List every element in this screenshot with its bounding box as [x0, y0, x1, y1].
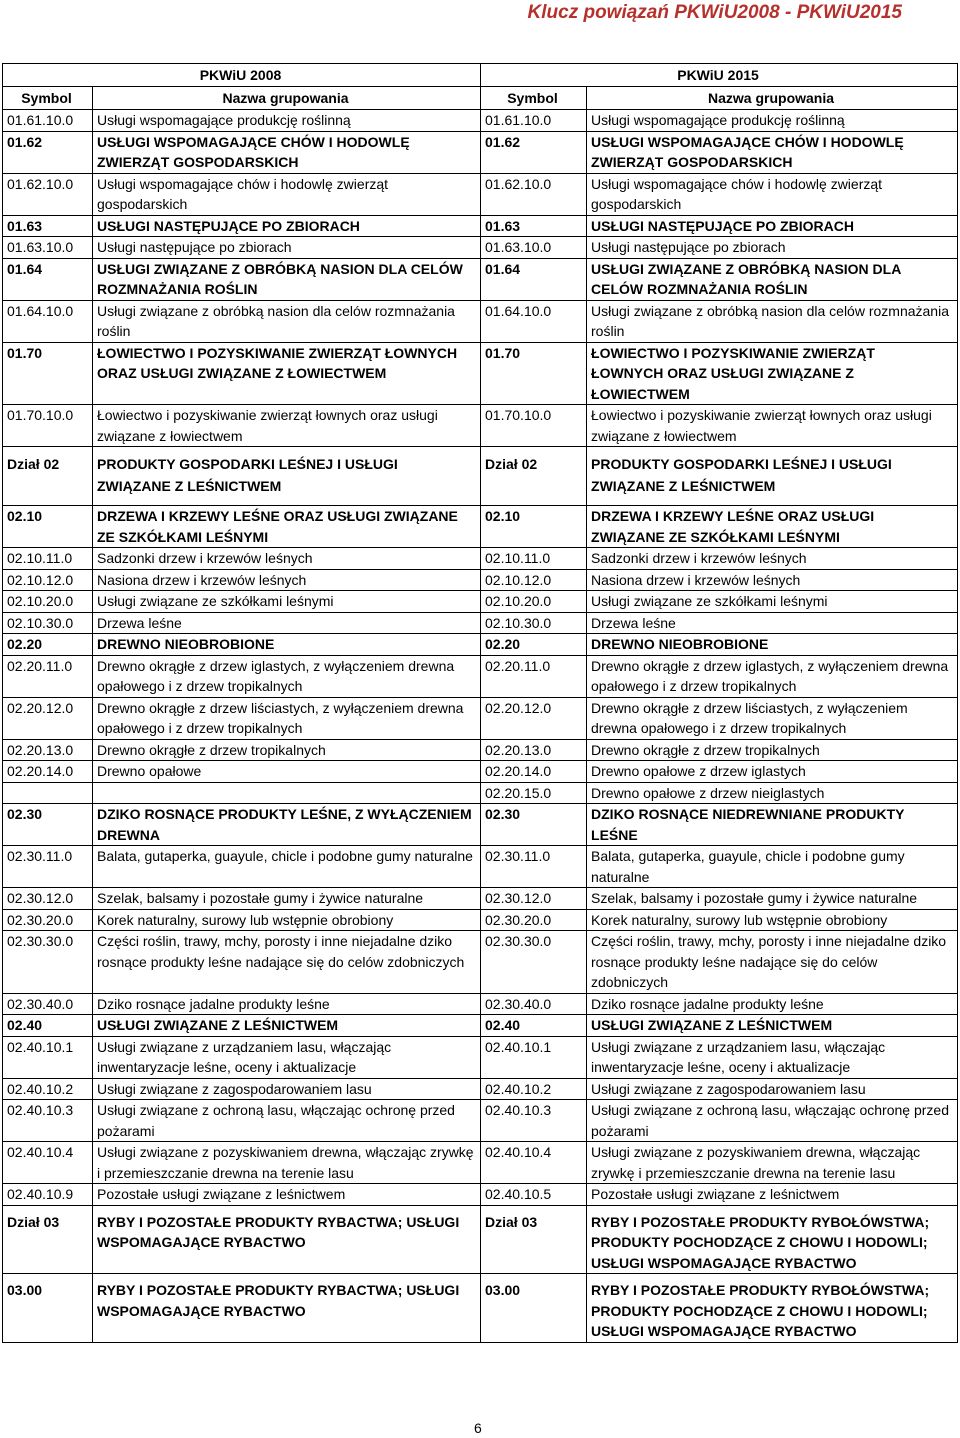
- name-2015-cell: Pozostałe usługi związane z leśnictwem: [587, 1184, 958, 1206]
- name-2015-cell: Nasiona drzew i krzewów leśnych: [587, 569, 958, 591]
- table-group-header-row: [3, 64, 958, 87]
- symbol-2015-cell: 02.30.20.0: [481, 909, 587, 931]
- table-row: [3, 1036, 958, 1078]
- table-row: [3, 761, 958, 783]
- symbol-2008-cell: 02.30.12.0: [3, 888, 93, 910]
- symbol-2008-cell: 02.20.14.0: [3, 761, 93, 783]
- name-2008-cell: Drzewa leśne: [93, 612, 481, 634]
- name-2008-cell: Usługi wspomagające produkcję roślinną: [93, 110, 481, 132]
- symbol-2008-cell: 02.40: [3, 1015, 93, 1037]
- symbol-2008-cell: 02.40.10.1: [3, 1036, 93, 1078]
- name-2008-cell: Drewno opałowe: [93, 761, 481, 783]
- name-2008-cell: USŁUGI WSPOMAGAJĄCE CHÓW I HODOWLĘ ZWIERZĄT GOSPODARSKICH: [93, 131, 481, 173]
- name-2015-cell: Drzewa leśne: [587, 612, 958, 634]
- name-2015-cell: RYBY I POZOSTAŁE PRODUKTY RYBOŁÓWSTWA; PRODUKTY POCHODZĄCE Z CHOWU I HODOWLI; USŁUGI WSPOMAGAJĄCE RYBACTWO: [587, 1205, 958, 1274]
- table-row: [3, 931, 958, 994]
- table-row: [3, 1205, 958, 1274]
- symbol-2015-cell: 02.30.11.0: [481, 846, 587, 888]
- table-row: [3, 258, 958, 300]
- table-row: [3, 888, 958, 910]
- symbol-2015-cell: 02.20.13.0: [481, 739, 587, 761]
- name-2015-cell: USŁUGI WSPOMAGAJĄCE CHÓW I HODOWLĘ ZWIERZĄT GOSPODARSKICH: [587, 131, 958, 173]
- name-2008-cell: Sadzonki drzew i krzewów leśnych: [93, 548, 481, 570]
- name-2015-cell: Szelak, balsamy i pozostałe gumy i żywice naturalne: [587, 888, 958, 910]
- symbol-2008-cell: 01.63: [3, 215, 93, 237]
- table-row: [3, 548, 958, 570]
- name-2008-cell: Szelak, balsamy i pozostałe gumy i żywice naturalne: [93, 888, 481, 910]
- table-row: [3, 739, 958, 761]
- symbol-2015-cell: 01.64.10.0: [481, 300, 587, 342]
- name-2015-cell: DZIKO ROSNĄCE NIEDREWNIANE PRODUKTY LEŚNE: [587, 804, 958, 846]
- name-2015-cell: ŁOWIECTWO I POZYSKIWANIE ZWIERZĄT ŁOWNYCH ORAZ USŁUGI ZWIĄZANE Z ŁOWIECTWEM: [587, 342, 958, 405]
- symbol-2008-cell: 01.63.10.0: [3, 237, 93, 259]
- symbol-2008-cell: 01.70: [3, 342, 93, 405]
- name-2008-cell: USŁUGI ZWIĄZANE Z LEŚNICTWEM: [93, 1015, 481, 1037]
- symbol-2008-cell: 03.00: [3, 1274, 93, 1343]
- symbol-2008-cell: [3, 782, 93, 804]
- name-2015-cell: Drewno opałowe z drzew iglastych: [587, 761, 958, 783]
- symbol-2015-cell: 02.20.12.0: [481, 697, 587, 739]
- column-header-name-2008: Nazwa grupowania: [93, 87, 481, 110]
- name-2008-cell: Drewno okrągłe z drzew tropikalnych: [93, 739, 481, 761]
- symbol-2008-cell: 02.20.12.0: [3, 697, 93, 739]
- name-2015-cell: Usługi wspomagające chów i hodowlę zwierząt gospodarskich: [587, 173, 958, 215]
- table-body: [3, 110, 958, 1343]
- name-2015-cell: Korek naturalny, surowy lub wstępnie obrobiony: [587, 909, 958, 931]
- table-row: [3, 110, 958, 132]
- name-2008-cell: DZIKO ROSNĄCE PRODUKTY LEŚNE, Z WYŁĄCZENIEM DREWNA: [93, 804, 481, 846]
- name-2015-cell: USŁUGI NASTĘPUJĄCE PO ZBIORACH: [587, 215, 958, 237]
- name-2015-cell: Drewno okrągłe z drzew liściastych, z wyłączeniem drewna opałowego i z drzew tropikalnych: [587, 697, 958, 739]
- table-row: [3, 131, 958, 173]
- group-header-pkwiu2015: PKWiU 2015: [481, 64, 958, 87]
- symbol-2015-cell: Dział 02: [481, 447, 587, 506]
- table-row: [3, 655, 958, 697]
- symbol-2015-cell: 01.70: [481, 342, 587, 405]
- page-number: 6: [474, 1420, 482, 1436]
- symbol-2015-cell: 02.30.12.0: [481, 888, 587, 910]
- symbol-2015-cell: 02.20.11.0: [481, 655, 587, 697]
- table-row: [3, 506, 958, 548]
- symbol-2008-cell: 02.40.10.9: [3, 1184, 93, 1206]
- name-2008-cell: Usługi związane z ochroną lasu, włączając ochronę przed pożarami: [93, 1100, 481, 1142]
- symbol-2015-cell: 02.30: [481, 804, 587, 846]
- name-2015-cell: DRZEWA I KRZEWY LEŚNE ORAZ USŁUGI ZWIĄZANE ZE SZKÓŁKAMI LEŚNYMI: [587, 506, 958, 548]
- symbol-2015-cell: 01.62.10.0: [481, 173, 587, 215]
- symbol-2015-cell: 02.40.10.3: [481, 1100, 587, 1142]
- name-2008-cell: Usługi związane z urządzaniem lasu, włączając inwentaryzacje leśne, oceny i aktualizacje: [93, 1036, 481, 1078]
- name-2008-cell: Dziko rosnące jadalne produkty leśne: [93, 993, 481, 1015]
- name-2008-cell: DREWNO NIEOBROBIONE: [93, 634, 481, 656]
- name-2015-cell: Usługi związane z zagospodarowaniem lasu: [587, 1078, 958, 1100]
- symbol-2008-cell: Dział 03: [3, 1205, 93, 1274]
- table-row: [3, 1100, 958, 1142]
- name-2008-cell: Łowiectwo i pozyskiwanie zwierząt łownych oraz usługi związane z łowiectwem: [93, 405, 481, 447]
- table-row: [3, 782, 958, 804]
- symbol-2008-cell: 02.30.20.0: [3, 909, 93, 931]
- symbol-2015-cell: 02.30.30.0: [481, 931, 587, 994]
- symbol-2008-cell: 02.10.20.0: [3, 591, 93, 613]
- symbol-2008-cell: 01.70.10.0: [3, 405, 93, 447]
- column-header-symbol-2015: Symbol: [481, 87, 587, 110]
- symbol-2015-cell: 02.40: [481, 1015, 587, 1037]
- symbol-2015-cell: 02.40.10.2: [481, 1078, 587, 1100]
- table-row: [3, 237, 958, 259]
- symbol-2015-cell: Dział 03: [481, 1205, 587, 1274]
- symbol-2015-cell: 02.20.14.0: [481, 761, 587, 783]
- name-2008-cell: RYBY I POZOSTAŁE PRODUKTY RYBACTWA; USŁUGI WSPOMAGAJĄCE RYBACTWO: [93, 1205, 481, 1274]
- table-row: [3, 300, 958, 342]
- symbol-2015-cell: 02.40.10.1: [481, 1036, 587, 1078]
- symbol-2008-cell: 02.10.11.0: [3, 548, 93, 570]
- name-2008-cell: Usługi związane z zagospodarowaniem lasu: [93, 1078, 481, 1100]
- table-row: [3, 1078, 958, 1100]
- symbol-2008-cell: 01.64: [3, 258, 93, 300]
- symbol-2008-cell: 02.30.40.0: [3, 993, 93, 1015]
- symbol-2008-cell: 02.40.10.3: [3, 1100, 93, 1142]
- symbol-2015-cell: 02.30.40.0: [481, 993, 587, 1015]
- table-row: [3, 591, 958, 613]
- name-2015-cell: Usługi następujące po zbiorach: [587, 237, 958, 259]
- symbol-2015-cell: 02.40.10.5: [481, 1184, 587, 1206]
- table-row: [3, 569, 958, 591]
- symbol-2015-cell: 01.61.10.0: [481, 110, 587, 132]
- name-2008-cell: PRODUKTY GOSPODARKI LEŚNEJ I USŁUGI ZWIĄZANE Z LEŚNICTWEM: [93, 447, 481, 506]
- name-2015-cell: Drewno opałowe z drzew nieiglastych: [587, 782, 958, 804]
- name-2008-cell: Drewno okrągłe z drzew liściastych, z wyłączeniem drewna opałowego i z drzew tropikalnych: [93, 697, 481, 739]
- name-2015-cell: Części roślin, trawy, mchy, porosty i inne niejadalne dziko rosnące produkty leśne nadające się do celów zdobniczych: [587, 931, 958, 994]
- symbol-2008-cell: 01.64.10.0: [3, 300, 93, 342]
- table-row: [3, 215, 958, 237]
- symbol-2015-cell: 02.10.11.0: [481, 548, 587, 570]
- symbol-2015-cell: 02.10: [481, 506, 587, 548]
- symbol-2015-cell: 02.20: [481, 634, 587, 656]
- symbol-2008-cell: 02.30.30.0: [3, 931, 93, 994]
- classification-key-table: [2, 63, 958, 1343]
- symbol-2015-cell: 03.00: [481, 1274, 587, 1343]
- name-2008-cell: Części roślin, trawy, mchy, porosty i inne niejadalne dziko rosnące produkty leśne nadające się do celów zdobniczych: [93, 931, 481, 994]
- symbol-2015-cell: 02.20.15.0: [481, 782, 587, 804]
- name-2015-cell: USŁUGI ZWIĄZANE Z OBRÓBKĄ NASION DLA CELÓW ROZMNAŻANIA ROŚLIN: [587, 258, 958, 300]
- table-row: [3, 447, 958, 506]
- symbol-2008-cell: 02.20.13.0: [3, 739, 93, 761]
- symbol-2015-cell: 01.70.10.0: [481, 405, 587, 447]
- name-2015-cell: Usługi związane z obróbką nasion dla celów rozmnażania roślin: [587, 300, 958, 342]
- name-2015-cell: Usługi wspomagające produkcję roślinną: [587, 110, 958, 132]
- table-row: [3, 1274, 958, 1343]
- name-2015-cell: Usługi związane z pozyskiwaniem drewna, włączając zrywkę i przemieszczanie drewna na terenie lasu: [587, 1142, 958, 1184]
- symbol-2008-cell: 02.40.10.4: [3, 1142, 93, 1184]
- symbol-2015-cell: 01.63: [481, 215, 587, 237]
- name-2008-cell: Drewno okrągłe z drzew iglastych, z wyłączeniem drewna opałowego i z drzew tropikalnych: [93, 655, 481, 697]
- symbol-2008-cell: 02.10.30.0: [3, 612, 93, 634]
- document-title: Klucz powiązań PKWiU2008 - PKWiU2015: [527, 2, 902, 23]
- table-row: [3, 993, 958, 1015]
- table-row: [3, 634, 958, 656]
- name-2008-cell: Usługi wspomagające chów i hodowlę zwierząt gospodarskich: [93, 173, 481, 215]
- symbol-2008-cell: 02.40.10.2: [3, 1078, 93, 1100]
- symbol-2015-cell: 02.10.12.0: [481, 569, 587, 591]
- name-2015-cell: RYBY I POZOSTAŁE PRODUKTY RYBOŁÓWSTWA; PRODUKTY POCHODZĄCE Z CHOWU I HODOWLI; USŁUGI WSPOMAGAJĄCE RYBACTWO: [587, 1274, 958, 1343]
- table-row: [3, 846, 958, 888]
- symbol-2015-cell: 02.10.20.0: [481, 591, 587, 613]
- name-2008-cell: RYBY I POZOSTAŁE PRODUKTY RYBACTWA; USŁUGI WSPOMAGAJĄCE RYBACTWO: [93, 1274, 481, 1343]
- name-2015-cell: Usługi związane z urządzaniem lasu, włączając inwentaryzacje leśne, oceny i aktualizacje: [587, 1036, 958, 1078]
- symbol-2015-cell: 01.63.10.0: [481, 237, 587, 259]
- symbol-2008-cell: 02.10: [3, 506, 93, 548]
- symbol-2015-cell: 01.64: [481, 258, 587, 300]
- symbol-2008-cell: 02.30: [3, 804, 93, 846]
- table-row: [3, 1184, 958, 1206]
- name-2008-cell: Usługi związane z pozyskiwaniem drewna, włączając zrywkę i przemieszczanie drewna na terenie lasu: [93, 1142, 481, 1184]
- name-2008-cell: ŁOWIECTWO I POZYSKIWANIE ZWIERZĄT ŁOWNYCH ORAZ USŁUGI ZWIĄZANE Z ŁOWIECTWEM: [93, 342, 481, 405]
- column-header-symbol-2008: Symbol: [3, 87, 93, 110]
- symbol-2008-cell: 02.20.11.0: [3, 655, 93, 697]
- name-2008-cell: USŁUGI NASTĘPUJĄCE PO ZBIORACH: [93, 215, 481, 237]
- table-row: [3, 1015, 958, 1037]
- column-header-name-2015: Nazwa grupowania: [587, 87, 958, 110]
- name-2008-cell: Korek naturalny, surowy lub wstępnie obrobiony: [93, 909, 481, 931]
- symbol-2008-cell: 01.62: [3, 131, 93, 173]
- symbol-2008-cell: 01.61.10.0: [3, 110, 93, 132]
- name-2008-cell: Usługi następujące po zbiorach: [93, 237, 481, 259]
- table-row: [3, 909, 958, 931]
- name-2015-cell: DREWNO NIEOBROBIONE: [587, 634, 958, 656]
- name-2008-cell: USŁUGI ZWIĄZANE Z OBRÓBKĄ NASION DLA CELÓW ROZMNAŻANIA ROŚLIN: [93, 258, 481, 300]
- symbol-2008-cell: 02.10.12.0: [3, 569, 93, 591]
- name-2015-cell: Dziko rosnące jadalne produkty leśne: [587, 993, 958, 1015]
- name-2008-cell: [93, 782, 481, 804]
- table-column-header-row: [3, 87, 958, 110]
- symbol-2008-cell: Dział 02: [3, 447, 93, 506]
- name-2015-cell: Sadzonki drzew i krzewów leśnych: [587, 548, 958, 570]
- name-2015-cell: Balata, gutaperka, guayule, chicle i podobne gumy naturalne: [587, 846, 958, 888]
- document-title-bar: [0, 0, 960, 24]
- table-row: [3, 405, 958, 447]
- name-2008-cell: Nasiona drzew i krzewów leśnych: [93, 569, 481, 591]
- table-row: [3, 804, 958, 846]
- symbol-2008-cell: 02.30.11.0: [3, 846, 93, 888]
- name-2015-cell: Drewno okrągłe z drzew iglastych, z wyłączeniem drewna opałowego i z drzew tropikalnych: [587, 655, 958, 697]
- symbol-2008-cell: 01.62.10.0: [3, 173, 93, 215]
- table-row: [3, 1142, 958, 1184]
- name-2008-cell: Usługi związane ze szkółkami leśnymi: [93, 591, 481, 613]
- table-row: [3, 697, 958, 739]
- table-row: [3, 612, 958, 634]
- symbol-2015-cell: 02.10.30.0: [481, 612, 587, 634]
- name-2015-cell: Łowiectwo i pozyskiwanie zwierząt łownych oraz usługi związane z łowiectwem: [587, 405, 958, 447]
- symbol-2015-cell: 01.62: [481, 131, 587, 173]
- name-2015-cell: Drewno okrągłe z drzew tropikalnych: [587, 739, 958, 761]
- name-2008-cell: Balata, gutaperka, guayule, chicle i podobne gumy naturalne: [93, 846, 481, 888]
- symbol-2015-cell: 02.40.10.4: [481, 1142, 587, 1184]
- symbol-2008-cell: 02.20: [3, 634, 93, 656]
- table-row: [3, 342, 958, 405]
- name-2008-cell: DRZEWA I KRZEWY LEŚNE ORAZ USŁUGI ZWIĄZANE ZE SZKÓŁKAMI LEŚNYMI: [93, 506, 481, 548]
- name-2008-cell: Usługi związane z obróbką nasion dla celów rozmnażania roślin: [93, 300, 481, 342]
- name-2008-cell: Pozostałe usługi związane z leśnictwem: [93, 1184, 481, 1206]
- name-2015-cell: PRODUKTY GOSPODARKI LEŚNEJ I USŁUGI ZWIĄZANE Z LEŚNICTWEM: [587, 447, 958, 506]
- name-2015-cell: Usługi związane ze szkółkami leśnymi: [587, 591, 958, 613]
- table-row: [3, 173, 958, 215]
- group-header-pkwiu2008: PKWiU 2008: [3, 64, 481, 87]
- name-2015-cell: USŁUGI ZWIĄZANE Z LEŚNICTWEM: [587, 1015, 958, 1037]
- name-2015-cell: Usługi związane z ochroną lasu, włączając ochronę przed pożarami: [587, 1100, 958, 1142]
